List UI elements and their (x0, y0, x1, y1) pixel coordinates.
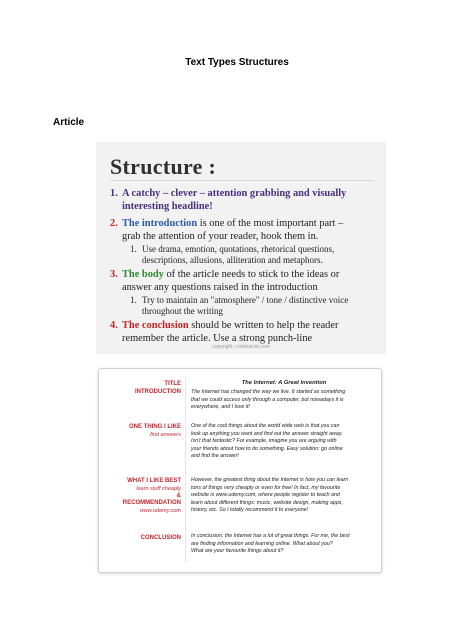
label-divider (185, 377, 186, 563)
structure-item-2: 2. The introduction is one of the most important part – grab the attention of your reader, hook them in. (110, 218, 344, 242)
paragraph-one-thing: One of the cool things about the world wide web is that you can look up anything you want and find out the answer straight away. Isn't that fantastic? For example, imagine you are arguing with your friends about how to do something. Easy solution: go online and find the answer! (191, 423, 343, 460)
keyword-body: body (141, 269, 164, 280)
label-conclusion: CONCLUSION (140, 535, 181, 541)
structure-subitem-2-1: 1. Use drama, emotion, quotations, rhetorical questions, descriptions, allusions, alliteration and metaphors. (130, 244, 335, 265)
paragraph-conclusion: In conclusion, the Internet has a lot of great things. For me, the best are finding information and learning online. What about you? What are your favourite things about it? (191, 533, 350, 555)
structure-subitem-3-1: 1. Try to maintain an "atmosphere" / tone / distinctive voice throughout the writing (130, 295, 349, 316)
structure-item-1: 1. A catchy – clever – attention grabbing and visually interesting headline! (110, 188, 347, 212)
title-underline (110, 180, 374, 181)
document-title: Text Types Structures (185, 57, 289, 68)
label-introduction: INTRODUCTION (135, 389, 181, 395)
structure-image (96, 142, 386, 354)
paragraph-introduction: The Internet has changed the way we live. It started as something that we could access only through a computer, but nowadays it is everywhere, and I love it! (191, 389, 346, 411)
example-headline: The Internet: A Great Invention (241, 380, 327, 386)
section-heading-article: Article (53, 117, 85, 128)
label-one-thing-sub: find answers (150, 432, 181, 438)
label-what-i-like-sub: learn stuff cheaply (136, 486, 181, 492)
label-what-i-like: WHAT I LIKE BEST (127, 478, 181, 484)
paragraph-what-i-like: However, the greatest thing about the Internet is how you can learn tons of things very cheaply or even for free! In fact, my favourite website is www.udemy.com, where people register to teach and learn about different things: music, website design, making apps, history, etc. So I totally recommend it to everyone! (191, 477, 349, 514)
label-amp: & (176, 493, 181, 499)
structure-item-4: 4. The conclusion should be written to help the reader remember the article. Use a strong punch-line (110, 320, 339, 344)
structure-item-3: 3. The body of the article needs to stick to the ideas or answer any questions raised in the introduction (110, 269, 340, 293)
label-one-thing: ONE THING I LIKE (128, 424, 181, 430)
structure-title: Structure : (110, 154, 217, 179)
label-title: TITLE (164, 381, 181, 387)
watermark: copyright: cristinaclar.com (212, 344, 270, 350)
keyword-introduction: introduction (141, 218, 198, 229)
keyword-conclusion: conclusion (141, 320, 189, 331)
label-recommendation: RECOMMENDATION (122, 500, 181, 506)
example-article-image (98, 368, 382, 573)
label-url: www.udemy.com (139, 508, 181, 514)
